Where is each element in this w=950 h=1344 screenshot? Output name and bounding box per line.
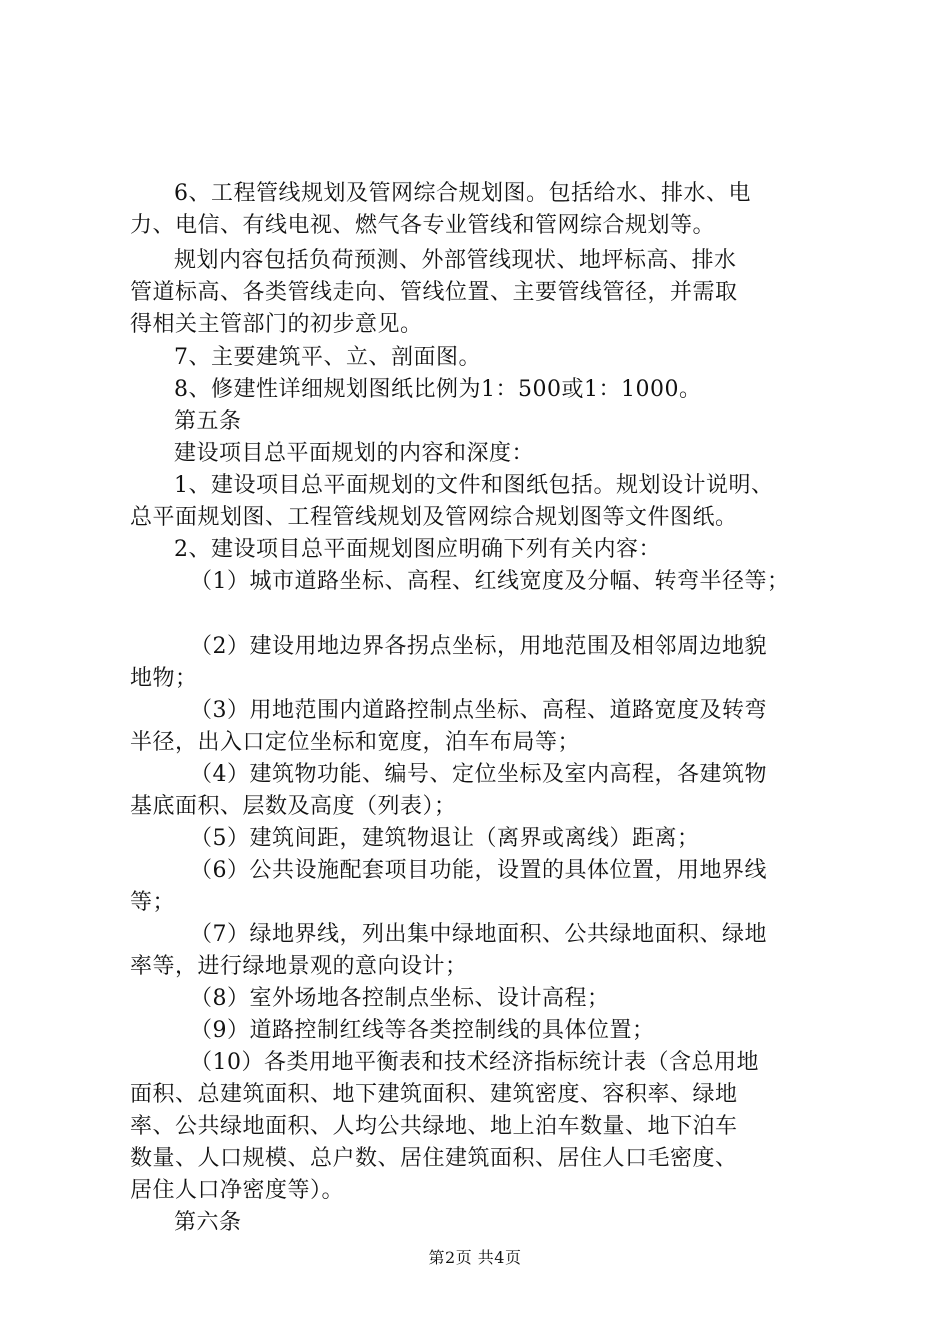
list-item: （8）室外场地各控制点坐标、设计高程； [190,986,610,1011]
text-line: 基底面积、层数及高度（列表）； [130,794,457,819]
text-line: 力、电信、有线电视、燃气各专业管线和管网综合规划等。 [130,213,716,238]
page-footer: 第2页 共4页 [428,1248,522,1267]
list-item: （3）用地范围内道路控制点坐标、高程、道路宽度及转弯 [190,698,767,723]
section-heading: 第六条 [174,1210,242,1235]
text-line: 8、修建性详细规划图纸比例为1：500或1：1000。 [174,377,702,402]
text-line: 管道标高、各类管线走向、管线位置、主要管线管径，并需取 [130,280,738,305]
text-line: 面积、总建筑面积、地下建筑面积、建筑密度、容积率、绿地 [130,1082,738,1107]
text-line: 率等，进行绿地景观的意向设计； [130,954,468,979]
text-line: 得相关主管部门的初步意见。 [130,312,423,337]
text-line: 总平面规划图、工程管线规划及管网综合规划图等文件图纸。 [130,505,738,530]
text-line: 居住人口净密度等）。 [130,1178,345,1203]
text-line: 地物； [130,666,198,691]
list-item: （6）公共设施配套项目功能，设置的具体位置，用地界线 [190,858,767,883]
text-line: 2、建设项目总平面规划图应明确下列有关内容： [174,537,661,562]
text-line: 规划内容包括负荷预测、外部管线现状、地坪标高、排水 [174,248,737,273]
text-line: 1、建设项目总平面规划的文件和图纸包括。规划设计说明、 [174,473,774,498]
list-item: （5）建筑间距，建筑物退让（离界或离线）距离； [190,826,700,851]
text-line: 半径，出入口定位坐标和宽度，泊车布局等； [130,730,581,755]
section-heading: 第五条 [174,409,242,434]
list-item: （2）建设用地边界各拐点坐标，用地范围及相邻周边地貌 [190,634,767,659]
list-item: （7）绿地界线，列出集中绿地面积、公共绿地面积、绿地 [190,922,767,947]
text-line: 7、主要建筑平、立、剖面图。 [174,345,481,370]
text-line: 数量、人口规模、总户数、居住建筑面积、居住人口毛密度、 [130,1146,738,1171]
text-line: 等； [130,890,176,915]
text-line: 率、公共绿地面积、人均公共绿地、地上泊车数量、地下泊车 [130,1114,738,1139]
text-line: 6、工程管线规划及管网综合规划图。包括给水、排水、电 [174,181,751,206]
list-item: （1）城市道路坐标、高程、红线宽度及分幅、转弯半径等； [190,569,790,594]
list-item: （10）各类用地平衡表和技术经济指标统计表（含总用地 [190,1050,759,1075]
list-item: （4）建筑物功能、编号、定位坐标及室内高程，各建筑物 [190,762,767,787]
text-line: 建设项目总平面规划的内容和深度： [174,441,535,466]
list-item: （9）道路控制红线等各类控制线的具体位置； [190,1018,655,1043]
